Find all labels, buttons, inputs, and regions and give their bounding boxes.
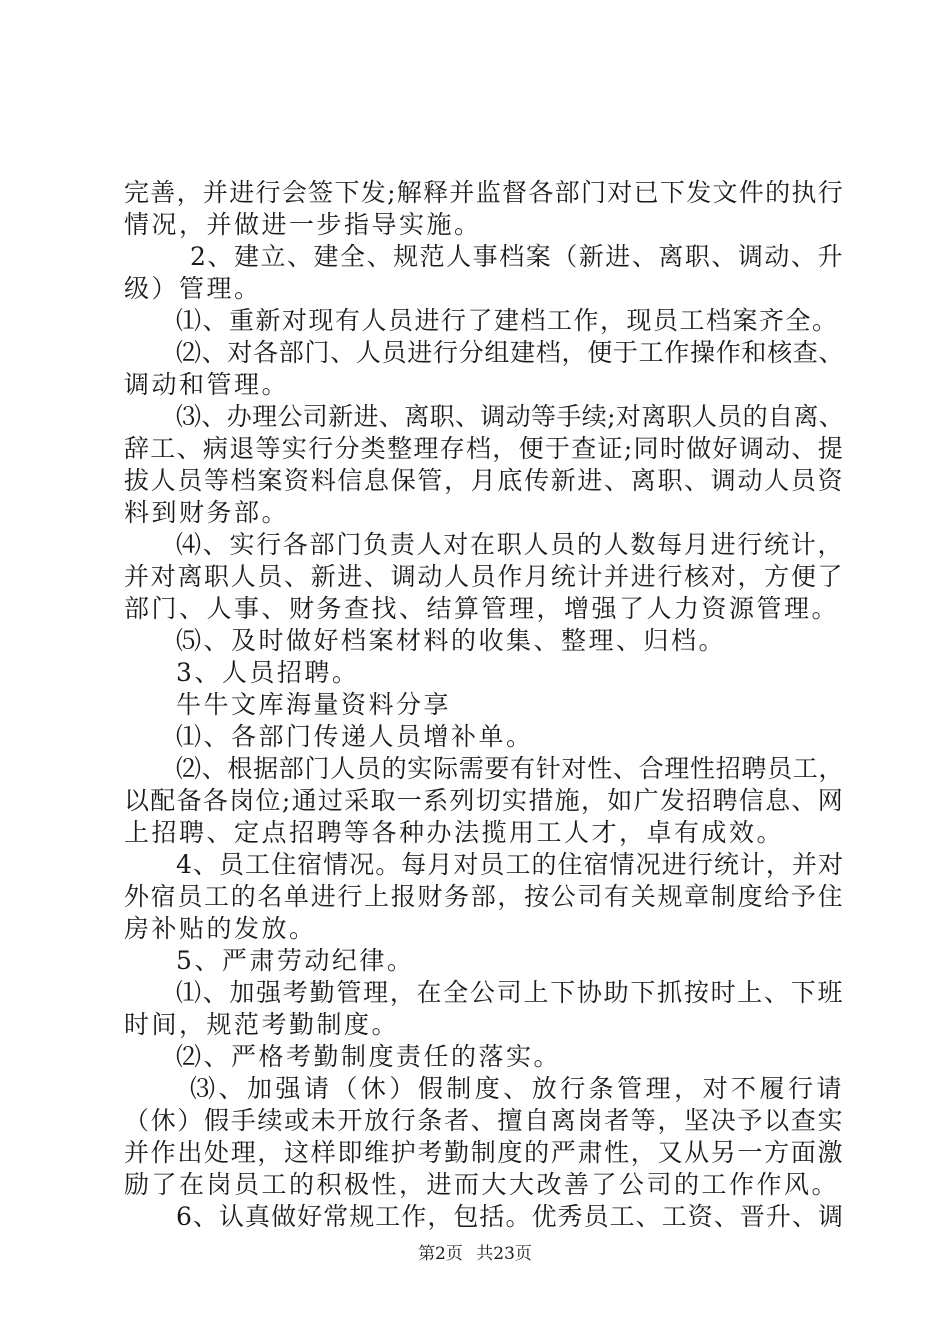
page-total: 共23页 xyxy=(476,1244,532,1264)
text-line: ⑶、办理公司新进、离职、调动等手续;对离职人员的自离、 xyxy=(176,402,844,431)
text-line: 并作出处理，这样即维护考勤制度的严肃性，又从另一方面激 xyxy=(124,1138,844,1167)
text-line: 部门、人事、财务查找、结算管理，增强了人力资源管理。 xyxy=(124,594,840,623)
text-line: ⑵、根据部门人员的实际需要有针对性、合理性招聘员工， xyxy=(176,754,844,783)
page-footer xyxy=(0,1243,950,1265)
text-line: 6、认真做好常规工作，包括。优秀员工、工资、晋升、调 xyxy=(176,1202,844,1231)
text-line: ⑷、实行各部门负责人对在职人员的人数每月进行统计， xyxy=(176,530,844,559)
text-line: ⑶、加强请（休）假制度、放行条管理，对不履行请 xyxy=(190,1074,844,1103)
text-line: ⑵、严格考勤制度责任的落实。 xyxy=(176,1042,562,1071)
text-line: 拔人员等档案资料信息保管，月底传新进、离职、调动人员资 xyxy=(124,466,844,495)
text-line: 3、人员招聘。 xyxy=(176,658,360,687)
text-line: 情况，并做进一步指导实施。 xyxy=(124,210,482,239)
text-line: 料到财务部。 xyxy=(124,498,290,527)
text-line: 房补贴的发放。 xyxy=(124,914,317,943)
text-line: 2、建立、建全、规范人事档案（新进、离职、调动、升 xyxy=(190,242,844,271)
text-line: 以配备各岗位;通过采取一系列切实措施，如广发招聘信息、网 xyxy=(124,786,844,815)
text-line: 外宿员工的名单进行上报财务部，按公司有关规章制度给予住 xyxy=(124,882,844,911)
text-line: 5、严肃劳动纪律。 xyxy=(176,946,415,975)
text-line: 时间，规范考勤制度。 xyxy=(124,1010,400,1039)
text-line: ⑴、重新对现有人员进行了建档工作，现员工档案齐全。 xyxy=(176,306,839,335)
text-line: ⑴、各部门传递人员增补单。 xyxy=(176,722,534,751)
text-line: ⑸、及时做好档案材料的收集、整理、归档。 xyxy=(176,626,727,655)
text-line: 辞工、病退等实行分类整理存档，便于查证;同时做好调动、提 xyxy=(124,434,844,463)
text-line: 调动和管理。 xyxy=(124,370,290,399)
text-line: 上招聘、定点招聘等各种办法揽用工人才，卓有成效。 xyxy=(124,818,785,847)
watermark-text: 牛牛文库海量资料分享 xyxy=(176,690,452,719)
text-line: 并对离职人员、新进、调动人员作月统计并进行核对，方便了 xyxy=(124,562,844,591)
text-line: 4、员工住宿情况。每月对员工的住宿情况进行统计，并对 xyxy=(176,850,844,879)
text-line: 完善，并进行会签下发;解释并监督各部门对已下发文件的执行 xyxy=(124,178,844,207)
text-line: ⑵、对各部门、人员进行分组建档，便于工作操作和核查、 xyxy=(176,338,844,367)
text-line: ⑴、加强考勤管理，在全公司上下协助下抓按时上、下班 xyxy=(176,978,844,1007)
text-line: （休）假手续或未开放行条者、擅自离岗者等，坚决予以查实 xyxy=(124,1106,844,1135)
text-line: 级）管理。 xyxy=(124,274,262,303)
text-line: 励了在岗员工的积极性，进而大大改善了公司的工作作风。 xyxy=(124,1170,840,1199)
page-number: 第2页 xyxy=(418,1244,463,1264)
